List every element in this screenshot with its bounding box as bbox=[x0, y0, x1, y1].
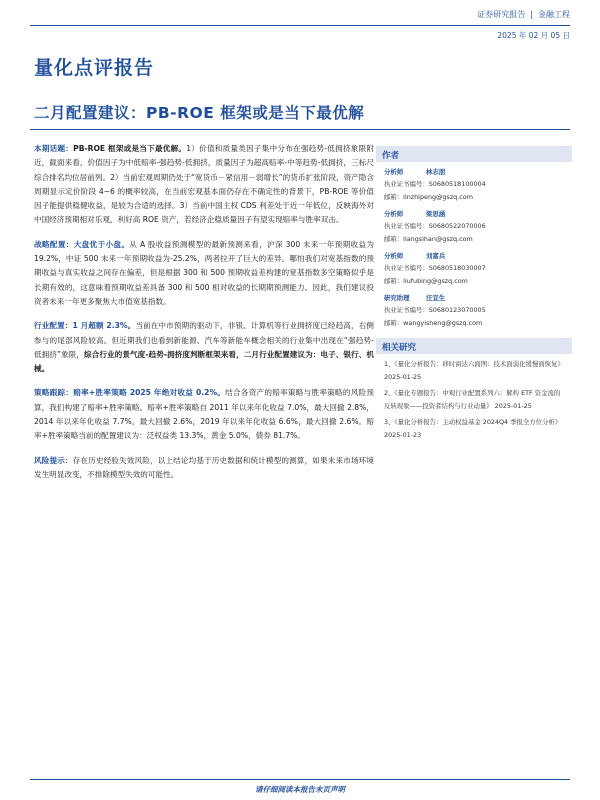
analyst-role: 分析师 bbox=[384, 252, 404, 260]
analyst-cert: 执业证书编号：S0680518030007 bbox=[384, 264, 486, 272]
analyst-cert: 执业证书编号：S0680123070005 bbox=[384, 306, 486, 314]
industry-lead: 行业配置： bbox=[34, 321, 73, 331]
industry-text: 当前在中市预期的驱动下，非银、计算机等行业拥挤度已经趋高，右侧参与的尾部风险较高。但近期我们也看到新能源、汽车等新能车概念相关的行业集中出现在“强趋势-低拥挤”象限， bbox=[34, 321, 375, 359]
analyst-name: 汪宜生 bbox=[426, 294, 446, 302]
header-tags bbox=[477, 9, 570, 20]
analyst-list bbox=[376, 165, 572, 330]
header-tag-category: 金融工程 bbox=[538, 10, 570, 19]
industry-conclusion: 综合行业的景气度-趋势-拥挤度判断框架来看，二月行业配置建议为：电子、银行、机械。 bbox=[34, 349, 374, 374]
header-tag-research: 证券研究报告 bbox=[477, 10, 526, 19]
related-heading: 相关研究 bbox=[376, 338, 572, 354]
header-separator: | bbox=[530, 10, 533, 19]
paragraph-topic bbox=[34, 142, 374, 228]
report-title: 二月配置建议：PB-ROE 框架或是当下最优解 bbox=[34, 104, 365, 122]
analyst-email[interactable]: 邮箱：liangsihan@gszq.com bbox=[384, 235, 473, 243]
authors-heading: 作者 bbox=[376, 146, 572, 162]
paragraph-strategy bbox=[34, 386, 374, 443]
strategic-lead: 战略配置： bbox=[34, 239, 74, 249]
report-type: 量化点评报告 bbox=[34, 57, 155, 79]
strategy-emphasis: 赔率+胜率策略 2025 年绝对收益 0.2%。 bbox=[73, 388, 226, 398]
analyst-email[interactable]: 邮箱：wangyisheng@gszq.com bbox=[384, 319, 483, 327]
main-body bbox=[34, 142, 374, 492]
analyst-name: 梁思涵 bbox=[426, 210, 446, 218]
strategy-text: 结合各资产的赔率策略与胜率策略的风险预算，我们构建了赔率+胜率策略。赔率+胜率策略自 2011 年以来年化收益 7.0%，最大回撤 2.8%，2014 年以来年化收益 7.7%，最大回撤 2.6%，2019 年以来年化收益 6.6%，最大回撤 2.6%。赔率+胜率策略当前的配置建议为：泛权益类 13.3%，黄金 5.0%，债券 81.7%。 bbox=[34, 388, 374, 441]
paragraph-strategic bbox=[34, 238, 374, 309]
footer-disclaimer: 请仔细阅读本报告末页声明 bbox=[255, 785, 345, 794]
analyst-role: 分析师 bbox=[384, 168, 404, 176]
analyst-name-row bbox=[384, 291, 564, 304]
analyst-name-row bbox=[384, 249, 564, 262]
strategic-emphasis: 大盘优于小盘。 bbox=[73, 239, 130, 249]
topic-lead: 本期话题： bbox=[34, 144, 74, 153]
analyst-name: 刘富兵 bbox=[426, 252, 446, 260]
topic-emphasis: PB-ROE 框架或是当下最优解。 bbox=[73, 144, 187, 153]
paragraph-risk bbox=[34, 454, 374, 483]
analyst-entry bbox=[384, 165, 564, 204]
strategic-text: 从 A 股收益预测模型的最新预测来看，沪深 300 未来一年预期收益为 19.2%，中证 500 未来一年预期收益为-25.2%，两者拉开了巨大的差异。哪怕我们对宽基指数的预期收益与真实收益之间存在偏差，但是根据 300 和 500 预期收益差构建的宽基指数多空策略似乎是长期有效的，这意味着预期收益差具备 300 和 500 相对收益的长期期预测能力。因此，我们建议投资者未来一年更多聚焦大市值宽基指数。 bbox=[34, 239, 375, 306]
sidebar bbox=[376, 146, 572, 449]
title-rule bbox=[30, 129, 570, 130]
analyst-cert: 执业证书编号：S0680522070006 bbox=[384, 222, 486, 230]
analyst-cert: 执业证书编号：S0680518100004 bbox=[384, 180, 486, 188]
industry-emphasis: 1 月超额 2.3%。 bbox=[72, 321, 136, 331]
analyst-entry bbox=[384, 291, 564, 330]
risk-text: 存在历史经验失效风险，以上结论均基于历史数据和统计模型的测算，如果未来市场环境发生明显改变，不排除模型失效的可能性。 bbox=[34, 455, 374, 479]
analyst-role: 分析师 bbox=[384, 210, 404, 218]
analyst-email[interactable]: 邮箱：liufubing@gszq.com bbox=[384, 277, 468, 285]
related-list bbox=[376, 354, 572, 449]
analyst-role: 研究助理 bbox=[384, 294, 410, 302]
related-research bbox=[376, 338, 572, 449]
analyst-entry bbox=[384, 207, 564, 246]
topic-text: 1）价值和质量类因子集中分布在强趋势-低拥挤象限附近，截面来看，价值因子为中低赔率-强趋势-低拥挤，质量因子为超高赔率-中等趋势-低拥挤，三标尺综合排名均位居前列。2）当前宏观周期仍处于“宽货币－紧信用－弱增长”的货币扩张阶段，资产隐含周期显示定价阶段 4~6 的概率较高，在当前宏观基本面仍存在不确定性的背景下，PB-ROE 等价值因子能提供稳健收益，是较为合适的选择。3）当前中国主权 CDS 利差处于近一年低位，反映海外对中国经济预期相对乐观，利好高 ROE 资产，若经济企稳质量因子有望实现赔率与胜率双击。 bbox=[34, 144, 375, 225]
footer-rule bbox=[30, 779, 570, 780]
report-date: 2025 年 02 月 05 日 bbox=[497, 31, 570, 40]
analyst-name-row bbox=[384, 207, 564, 220]
related-item[interactable]: 1、《量化分析报告：移时窗达六面图：技术面弱化缓慢面恢复》 2025-01-25 bbox=[384, 360, 564, 381]
risk-lead: 风险提示： bbox=[34, 455, 73, 465]
analyst-name-row bbox=[384, 165, 564, 178]
header-rule bbox=[30, 25, 570, 26]
analyst-name: 林志朋 bbox=[426, 168, 446, 176]
related-item[interactable]: 2、《量化专题报告：中观行业配置系列六：解构 ETF 资金流的反转现象——投资者结构与行业动量》 2025-01-25 bbox=[384, 389, 561, 410]
analyst-entry bbox=[384, 249, 564, 288]
related-item[interactable]: 3、《量化分析报告：主动权益基金 2024Q4 季报全方位分析》 2025-01-23 bbox=[384, 418, 562, 439]
paragraph-industry bbox=[34, 319, 374, 376]
strategy-lead: 策略跟踪： bbox=[34, 388, 74, 398]
analyst-email[interactable]: 邮箱：linzhipeng@gszq.com bbox=[384, 193, 473, 201]
